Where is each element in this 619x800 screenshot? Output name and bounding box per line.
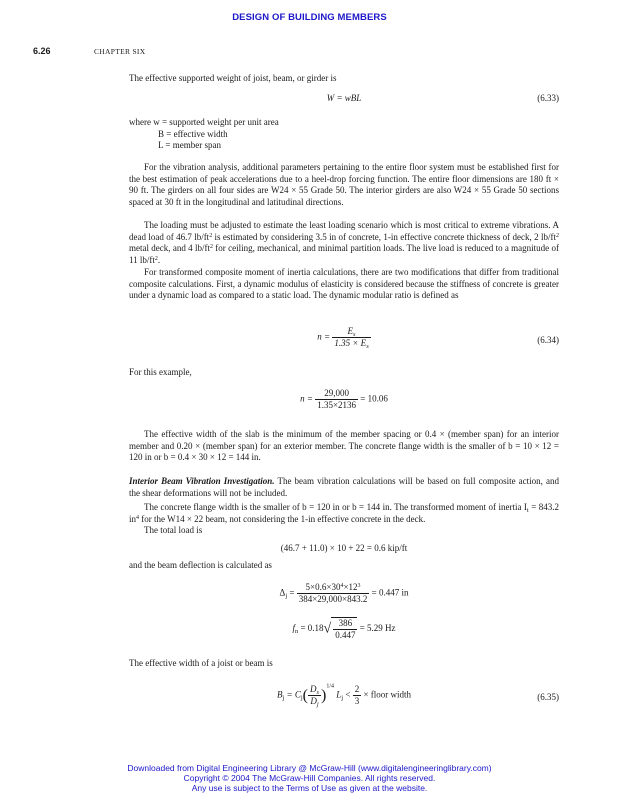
equation-body: $\Delta_j$ = $\frac{5\times 0.6\times 30^4\times 12^3}{384\times 29,000\times 843.2}$ = 0.447 in — [279, 582, 409, 604]
footer-notice — [0, 763, 619, 793]
where-line: B = effective width — [158, 128, 228, 139]
section-heading: Interior Beam Vibration Investigation. — [129, 476, 275, 486]
equation-body: $f_n = 0.18√$ $\frac{386}{0.447}$ = 5.29 Hz — [292, 618, 396, 640]
page-number: 6.26 — [33, 46, 51, 56]
equation-body: W = wBL — [326, 93, 362, 103]
paragraph-slab-width: The effective width of the slab is the minimum of the member spacing or 0.4 × (member span) for an interior member and 0.20 × (member span) for an exterior member. The concrete flange width is the smaller of b = 10 × 12 = 120 in or b = 0.4 × 30 × 12 = 144 in. — [129, 429, 559, 462]
paragraph-loading: The loading must be adjusted to estimate the least loading scenario which is most critical to extreme vibrations. A dead load of 46.7 $lb/ft^2$ is estimated by considering 3.5 in of concrete, 1-in effective concrete thickness of deck, 2 $lb/ft^2$ metal deck, and 4 $lb/ft^2$ for ceiling, mechanical, and minimal partition loads. The live load is reduced to a magnitude of 11 $lb/ft^2$. — [129, 220, 559, 265]
footer-line: Any use is subject to the Terms of Use as given at the website. — [191, 783, 428, 793]
equation-body: $B_j = C_j$( $\frac{D_s}{D_j}$ )$^{1/4}$ $L_j$ < $\frac{2}{3}$ × floor width — [276, 683, 412, 708]
equation-body: n = $\frac{29,000}{1.35\times 2136}$ = 10.06 — [300, 388, 388, 410]
where-line: where w = supported weight per unit area — [129, 117, 279, 127]
effective-width-label: The effective width of a joist or beam is — [129, 658, 273, 668]
where-block — [129, 117, 559, 152]
where-line: L = member span — [158, 140, 221, 150]
for-example-label: For this example, — [129, 367, 192, 377]
equation-number: (6.33) — [537, 93, 559, 103]
equation-number: (6.35) — [537, 692, 559, 702]
paragraph-vibration: For the vibration analysis, additional parameters pertaining to the entire floor system must be established first for the best estimation of peak accelerations due to a heel-drop forcing function. The entire floor dimensions are 180 ft × 90 ft. The girders on all four sides are W24 × 55 Grade 50. The interior girders are also W24 × 55 Grade 50 sections spaced at 30 ft in the longitudinal and latitudinal directions. — [129, 162, 559, 207]
footer-line: Downloaded from Digital Engineering Library @ McGraw-Hill (www.digitalengineeringlibrary.com) — [127, 763, 492, 773]
footer-line: Copyright © 2004 The McGraw-Hill Companies. All rights reserved. — [183, 773, 436, 783]
fraction: $\frac{D_s}{D_j}$ — [310, 684, 320, 708]
deflection-label: and the beam deflection is calculated as — [129, 560, 272, 570]
paragraph-transformed: For transformed composite moment of inertia calculations, there are two modifications that differ from traditional composite calculations. First, a dynamic modulus of elasticity is considered because the stiffness of concrete is greater under a dynamic load as compared to a static load. The dynamic modular ratio is defined as — [129, 267, 559, 300]
fraction: $\frac{5\times 0.6\times 30^4\times 12^3}{384\times 29,000\times 843.2}$ — [298, 582, 368, 604]
paragraph-interior-beam: Interior Beam Vibration Investigation. The beam vibration calculations will be based on full composite action, and the shear deformations will not be included. — [129, 476, 560, 498]
document-banner: DESIGN OF BUILDING MEMBERS — [232, 12, 387, 23]
paragraph-flange: The concrete flange width is the smaller of b = 120 in or b = 144 in. The transformed moment of inertia $I_t = 843.2$ $in^4$ for the W14 × 22 beam, not considering the 1-in effective concrete in the deck. The total load is — [129, 502, 559, 535]
square-root: √ $\frac{386}{0.447}$ — [323, 618, 356, 640]
paragraph-intro: The effective supported weight of joist, beam, or girder is — [129, 73, 337, 83]
equation-number: (6.34) — [537, 335, 559, 345]
chapter-label: CHAPTER SIX — [94, 47, 146, 56]
fraction: $\frac{E_s}{1.35 \times E_s}$ — [334, 326, 369, 350]
fraction: $\frac{29,000}{1.35\times 2136}$ — [317, 388, 357, 410]
fraction: $\frac{2}{3}$ — [354, 684, 360, 706]
equation-body: n = $\frac{E_s}{1.35 \times E_s}$ — [317, 326, 369, 350]
